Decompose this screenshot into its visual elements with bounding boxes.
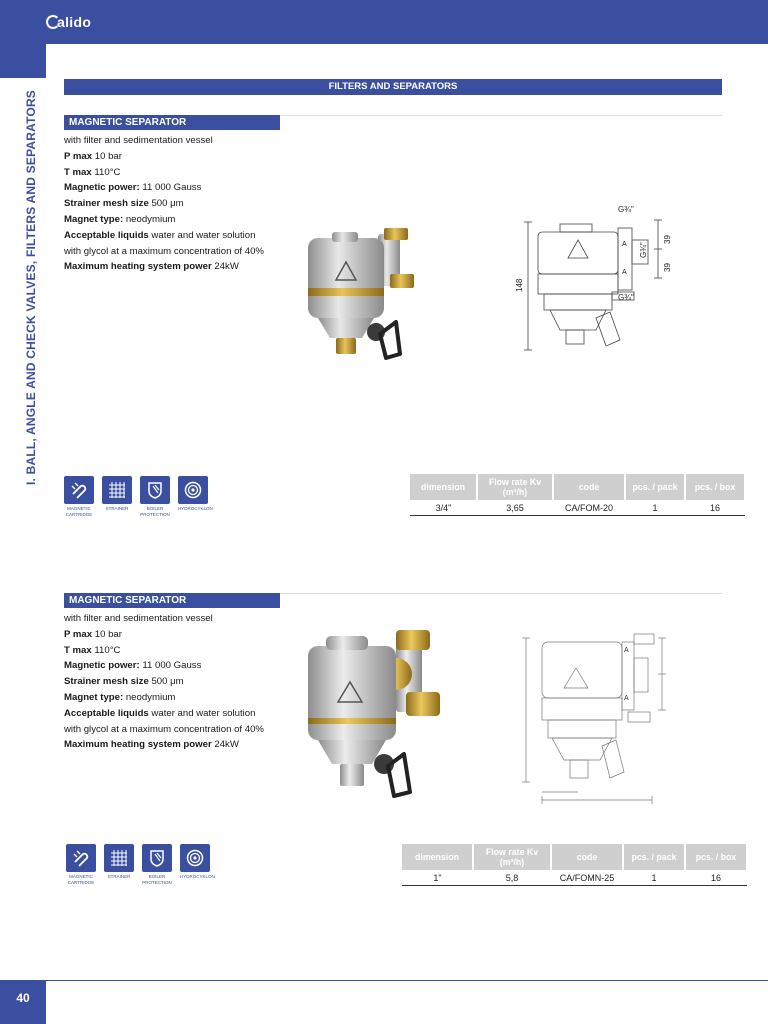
col-pcs-pack: pcs. / pack xyxy=(623,844,685,870)
svg-text:148: 148 xyxy=(515,278,524,292)
svg-text:A: A xyxy=(624,647,629,654)
spec-pmax: P max 10 bar xyxy=(64,150,122,162)
svg-text:A: A xyxy=(622,269,627,276)
strainer-icon xyxy=(109,848,129,868)
table-row: 1" 5,8 CA/FOMN-25 1 16 xyxy=(402,870,747,886)
spec-liquids: Acceptable liquids water and water solution xyxy=(64,229,256,241)
col-dimension: dimension xyxy=(410,474,477,500)
side-chapter-title: I. BALL, ANGLE AND CHECK VALVES, FILTERS AND SEPARATORS xyxy=(24,89,38,485)
feature-hydrocyklon: HYDROCYKLON xyxy=(178,476,208,517)
svg-text:G¾": G¾" xyxy=(618,205,634,214)
spec-liquids-cont: with glycol at a maximum concentration of 40% xyxy=(64,245,264,257)
technical-drawing xyxy=(512,620,688,812)
product-title-rule xyxy=(280,593,722,594)
page-number: 40 xyxy=(0,980,46,1024)
technical-drawing xyxy=(510,200,690,358)
svg-text:39: 39 xyxy=(663,235,672,244)
col-pcs-box: pcs. / box xyxy=(685,474,745,500)
col-pcs-box: pcs. / box xyxy=(685,844,747,870)
spec-mesh-size: Strainer mesh size 500 μm xyxy=(64,198,184,210)
spec-heating-power: Maximum heating system power 24kW xyxy=(64,261,239,273)
footer-rule xyxy=(46,980,768,981)
spec-magnetic-power: Magnetic power: 11 000 Gauss xyxy=(64,660,202,672)
spec-mesh-size: Strainer mesh size 500 μm xyxy=(64,676,184,688)
hydrocyklon-icon xyxy=(183,480,203,500)
feature-icons xyxy=(64,476,213,517)
hydrocyklon-icon xyxy=(185,848,205,868)
svg-text:G¾": G¾" xyxy=(639,242,648,258)
product-photo xyxy=(300,626,450,802)
table-row: 3/4" 3,65 CA/FOM-20 1 16 xyxy=(410,500,745,516)
spec-liquids-cont: with glycol at a maximum concentration of 40% xyxy=(64,723,264,735)
product-title: MAGNETIC SEPARATOR xyxy=(64,593,280,608)
product-title-rule xyxy=(280,115,722,116)
col-flow-rate: Flow rate Kv (m³/h) xyxy=(477,474,553,500)
magnetic-cartridge-icon xyxy=(69,480,89,500)
header-notch xyxy=(0,44,46,78)
col-flow-rate: Flow rate Kv (m³/h) xyxy=(473,844,551,870)
brand-logo xyxy=(46,14,91,30)
magnetic-cartridge-icon xyxy=(71,848,91,868)
spec-tmax: T max 110°C xyxy=(64,166,121,178)
spec-magnet-type: Magnet type: neodymium xyxy=(64,691,176,703)
product-table xyxy=(402,844,748,886)
product-specs xyxy=(64,133,264,275)
feature-boiler-protection: BOILER PROTECTION xyxy=(140,476,170,517)
svg-text:G¾": G¾" xyxy=(618,293,634,302)
spec-tmax: T max 110°C xyxy=(64,644,121,656)
col-code: code xyxy=(551,844,623,870)
spec-magnet-type: Magnet type: neodymium xyxy=(64,213,176,225)
svg-text:A: A xyxy=(622,241,627,248)
product-title: MAGNETIC SEPARATOR xyxy=(64,115,280,130)
feature-magnetic-cartridge: MAGNETIC CARTRIDGE xyxy=(66,844,96,885)
feature-strainer: STRAINER xyxy=(104,844,134,885)
feature-magnetic-cartridge: MAGNETIC CARTRIDGE xyxy=(64,476,94,517)
spec-desc: with filter and sedimentation vessel xyxy=(64,613,213,624)
svg-text:A: A xyxy=(624,695,629,702)
spec-desc: with filter and sedimentation vessel xyxy=(64,135,213,146)
product-table xyxy=(410,474,746,516)
product-photo xyxy=(296,226,432,364)
boiler-protection-icon xyxy=(145,480,165,500)
brand-name: alido xyxy=(57,14,92,30)
col-dimension: dimension xyxy=(402,844,473,870)
feature-icons xyxy=(66,844,215,885)
col-pcs-pack: pcs. / pack xyxy=(625,474,685,500)
spec-magnetic-power: Magnetic power: 11 000 Gauss xyxy=(64,182,202,194)
boiler-protection-icon xyxy=(147,848,167,868)
header-bar xyxy=(0,0,768,44)
spec-pmax: P max 10 bar xyxy=(64,628,122,640)
col-code: code xyxy=(553,474,625,500)
product-specs xyxy=(64,611,264,753)
spec-liquids: Acceptable liquids water and water solution xyxy=(64,707,256,719)
strainer-icon xyxy=(107,480,127,500)
spec-heating-power: Maximum heating system power 24kW xyxy=(64,739,239,751)
section-title: FILTERS AND SEPARATORS xyxy=(64,79,722,95)
feature-boiler-protection: BOILER PROTECTION xyxy=(142,844,172,885)
feature-strainer: STRAINER xyxy=(102,476,132,517)
feature-hydrocyklon: HYDROCYKLON xyxy=(180,844,210,885)
svg-text:39: 39 xyxy=(663,263,672,272)
